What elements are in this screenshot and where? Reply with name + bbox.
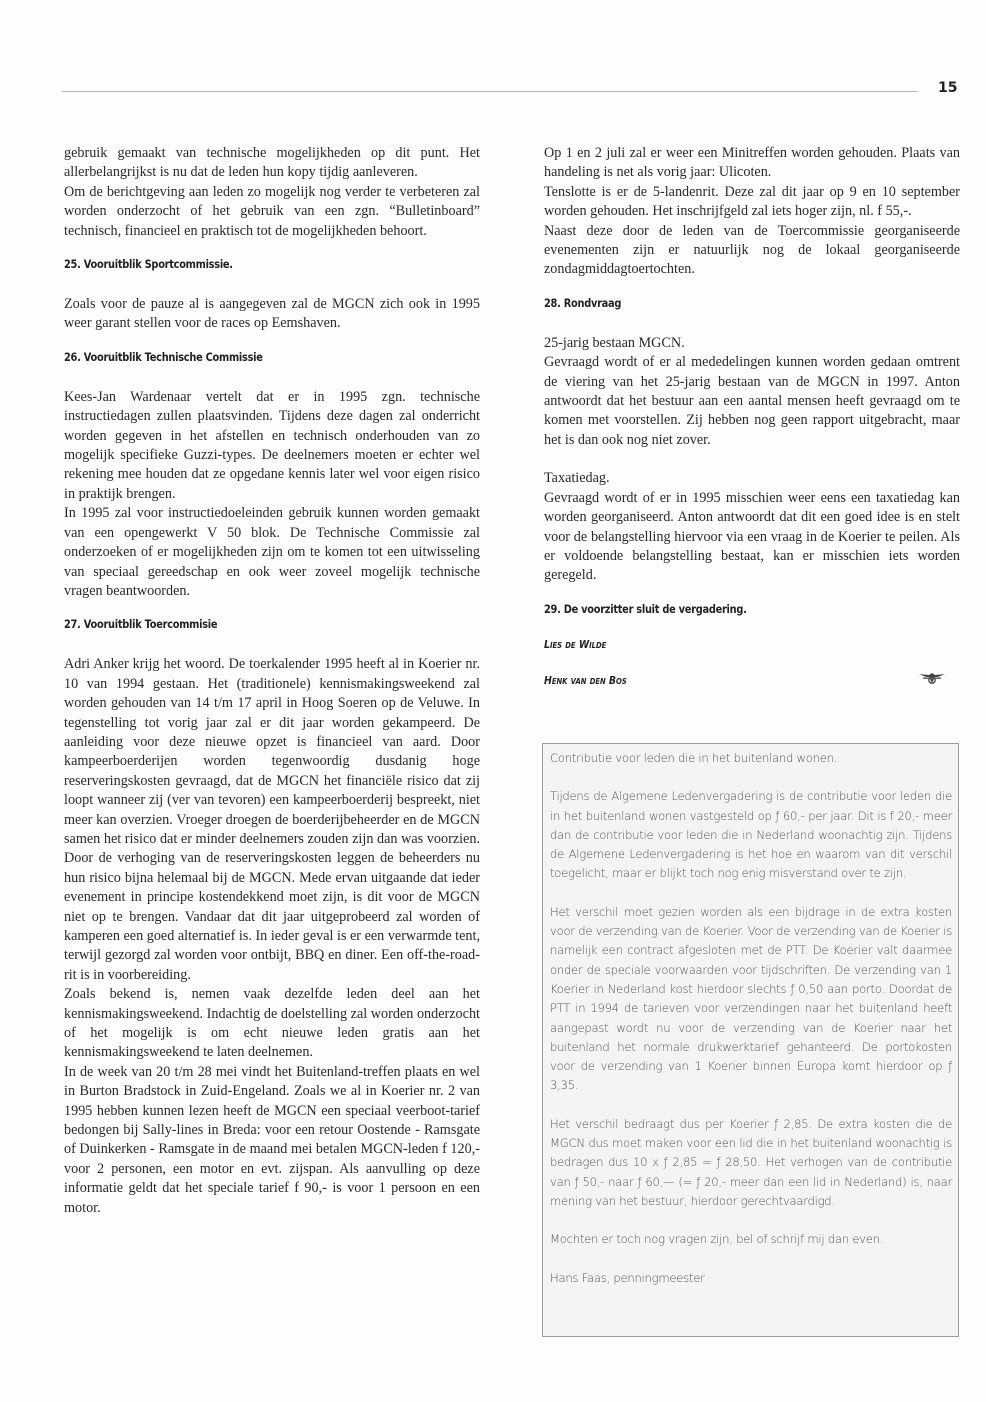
left-column [64,144,480,1218]
notice-box-contributie [542,743,959,1337]
page-number: 15 [938,80,958,96]
paragraph: Op 1 en 2 juli zal er weer een Minitreffen worden gehouden. Plaats van handeling is net als vorig jaar: Ulicoten. [544,145,960,181]
paragraph: Gevraagd wordt of er al mededelingen kunnen worden gedaan omtrent de viering van het 25-jarig bestaan van de MGCN in 1997. Anton antwoordt dat het bestuur aan een aantal mensen heeft gevraagd om te komen met voorstellen. Zij hebben nog geen rapport uitgebracht, maar het is dan ook nog niet zover. [544,354,960,448]
notice-paragraph: Het verschil bedraagt dus per Koerier ƒ 2,85. De extra kosten die de MGCN dus moet maken voor een lid die in het buitenland woonachtig is bedragen dus 10 x ƒ 2,85 = ƒ 28,50. Het verhogen van de contributie van ƒ 50,- naar ƒ 60,— (= ƒ 20,- meer dan een lid in Nederland) is, naar mening van het bestuur, hierdoor gerechtvaardigd. [550,1116,952,1208]
paragraph: Zoals bekend is, nemen vaak dezelfde leden deel aan het kennismakingsweekend. Indachtig de doelstelling zal worden onderzocht of het mogelijk is om echt nieuwe leden gratis aan het kennismakingsweekend te laten deelnemen. [64,986,480,1061]
paragraph: Kees-Jan Wardenaar vertelt dat er in 1995 zgn. technische instructiedagen zullen plaatsvinden. Tijdens deze dagen zal onderricht worden gegeven in het afstellen en technisch onderhouden van zo mogelijk specifieke Guzzi-types. De deelnemers moeten er echter wel rekening mee houden dat ze opgedane kennis later wel voor eigen risico in praktijk brengen. [64,388,480,502]
signature-henk-van-den-bos: Henk van den Bos [544,673,627,687]
notice-paragraph: Het verschil moet gezien worden als een bijdrage in de extra kosten voor de verzending van de Koerier. Voor de verzending van de Koerier is namelijk een contract afgesloten met de PTT. De Koerier valt daarmee onder de speciale voorwaarden voor tijdschriften. De verzending van 1 Koerier in Nederland kost hierdoor slechts ƒ 0,50 aan porto. Doordat de PTT in 1994 de tarieven voor verzendingen naar het buitenland heeft aangepast wordt nu voor de verzending van de Koerier naar het buitenland het normale drukwerktarief gehanteerd. De portokosten voor de verzending van 1 Koerier binnen Europa komt hierdoor op ƒ 3,35. [550,904,952,1093]
paragraph: In 1995 zal voor instructiedoeleinden gebruik kunnen worden gemaakt van een opengewerkt V 50 blok. De Technische Commissie zal onderzoeken of er mogelijkheden zijn om te komen tot een uitwisseling van speciaal gereedschap en ook weer zoveel mogelijk technische vragen beantwoorden. [64,505,480,599]
winged-eagle-emblem-icon [918,671,946,690]
paragraph: Zoals voor de pauze al is aangegeven zal de MGCN zich ook in 1995 weer garant stellen voor de races op Eemshaven. [64,296,480,332]
notice-title: Contributie voor leden die in het buitenland wonen. [550,751,838,765]
paragraph: In de week van 20 t/m 28 mei vindt het Buitenland-treffen plaats en wel in Burton Bradstock in Zuid-Engeland. Zoals we al in Koerier nr. 2 van 1995 hebben kunnen lezen heeft de MGCN een speciaal veerboot-tarief bedongen bij Sally-lines in Breda: voor een retour Oostende - Ramsgate of Duinkerken - Ramsgate in de maand mei betalen MGCN-leden f 120,- voor 2 personen, een motor en evt. zijspan. Als aanvulling op deze informatie geldt dat het speciale tarief f 90,- is voor 1 persoon en een motor. [64,1063,480,1216]
paragraph: gebruik gemaakt van technische mogelijkheden op dit punt. Het allerbelangrijkst is nu dat de leden hun kopy tijdig aanleveren. [64,145,480,181]
notice-signature: Hans Faas, penningmeester [550,1270,705,1285]
paragraph: Naast deze door de leden van de Toercommissie georganiseerde evenementen zijn er natuurlijk nog de lokaal georganiseerde zondagmiddagtoertochten. [544,222,960,278]
header-rule [62,91,918,92]
paragraph: Om de berichtgeving aan leden zo mogelijk nog verder te verbeteren zal worden onderzocht of het gebruik van een zgn. “Bulletinboard” technisch, financieel en praktisch tot de mogelijkheden behoort. [64,183,480,239]
notice-paragraph: Mochten er toch nog vragen zijn, bel of schrijf mij dan even. [550,1232,884,1247]
paragraph: Taxatiedag. [544,470,610,487]
section-heading-28: 28. Rondvraag [544,295,622,310]
section-heading-26: 26. Vooruitblik Technische Commissie [64,349,263,364]
paragraph: 25-jarig bestaan MGCN. [544,334,685,351]
paragraph: Gevraagd wordt of er in 1995 misschien weer eens een taxatiedag kan worden georganiseerd. Anton antwoordt dat dit een goed idee is en stelt voor de belangstelling hiervoor via een vraag in de Koerier te peilen. Als er voldoende belangstelling bestaat, kan er misschien iets worden geregeld. [544,489,960,584]
signature-lies-de-wilde: Lies de Wilde [544,637,607,651]
notice-paragraph: Tijdens de Algemene Ledenvergadering is de contributie voor leden die in het buitenland wonen vastgesteld op ƒ 60,- per jaar. Dit is f 20,- meer dan de contributie voor leden die in Nederland woonachtig zijn. Tijdens de Algemene Ledenvergadering is het hoe en waarom van dit verschil toegelicht, maar er blijkt toch nog enig misverstand over te zijn. [550,789,952,881]
section-heading-25: 25. Vooruitblik Sportcommissie. [64,257,233,272]
paragraph: Tenslotte is er de 5-landenrit. Deze zal dit jaar op 9 en 10 september worden gehouden. Het inschrijfgeld zal iets hoger zijn, nl. f 55,-. [544,183,960,220]
section-heading-27: 27. Vooruitblik Toercommisie [64,617,218,632]
paragraph: Adri Anker krijg het woord. De toerkalender 1995 heeft al in Koerier nr. 10 van 1994 gestaan. Het (traditionele) kennismakingsweekend zal worden gehouden van 14 t/m 17 april in Hoog Soeren op de Veluwe. In tegenstelling tot vorig jaar zal er dit jaar worden gekampeerd. De aanleiding voor deze nieuwe opzet is financieel van aard. Door kampeerboerderijen worden tegenwoordig dusdanig hoge reserveringskosten gevraagd, dat de MGCN het financiële risico dat zij loopt wanneer zij (ver van tevoren) een kampeerboerderij bespreekt, niet meer kan overzien. Vroeger droegen de boerderijbeheerder en de MGCN samen het risico dat er minder deelnemers zouden zijn dan was voorzien. Door de verhoging van de reserveringskosten leggen de beheerders nu hun risico bijna helemaal bij de MGCN. Mede ervan uitgaande dat ieder evenement in principe kostendekkend moet zijn, is dit voor de MGCN niet op te brengen. Vandaar dat dit jaar uitgeprobeerd zal worden of kamperen een goed alternatief is. In ieder geval is er een verwarmde tent, terwijl gezorgd zal worden voor ontbijt, BBQ en diner. Een off-the-road-rit is in voorbereiding. [64,656,480,983]
section-heading-29: 29. De voorzitter sluit de vergadering. [544,601,747,616]
right-column [544,144,960,690]
